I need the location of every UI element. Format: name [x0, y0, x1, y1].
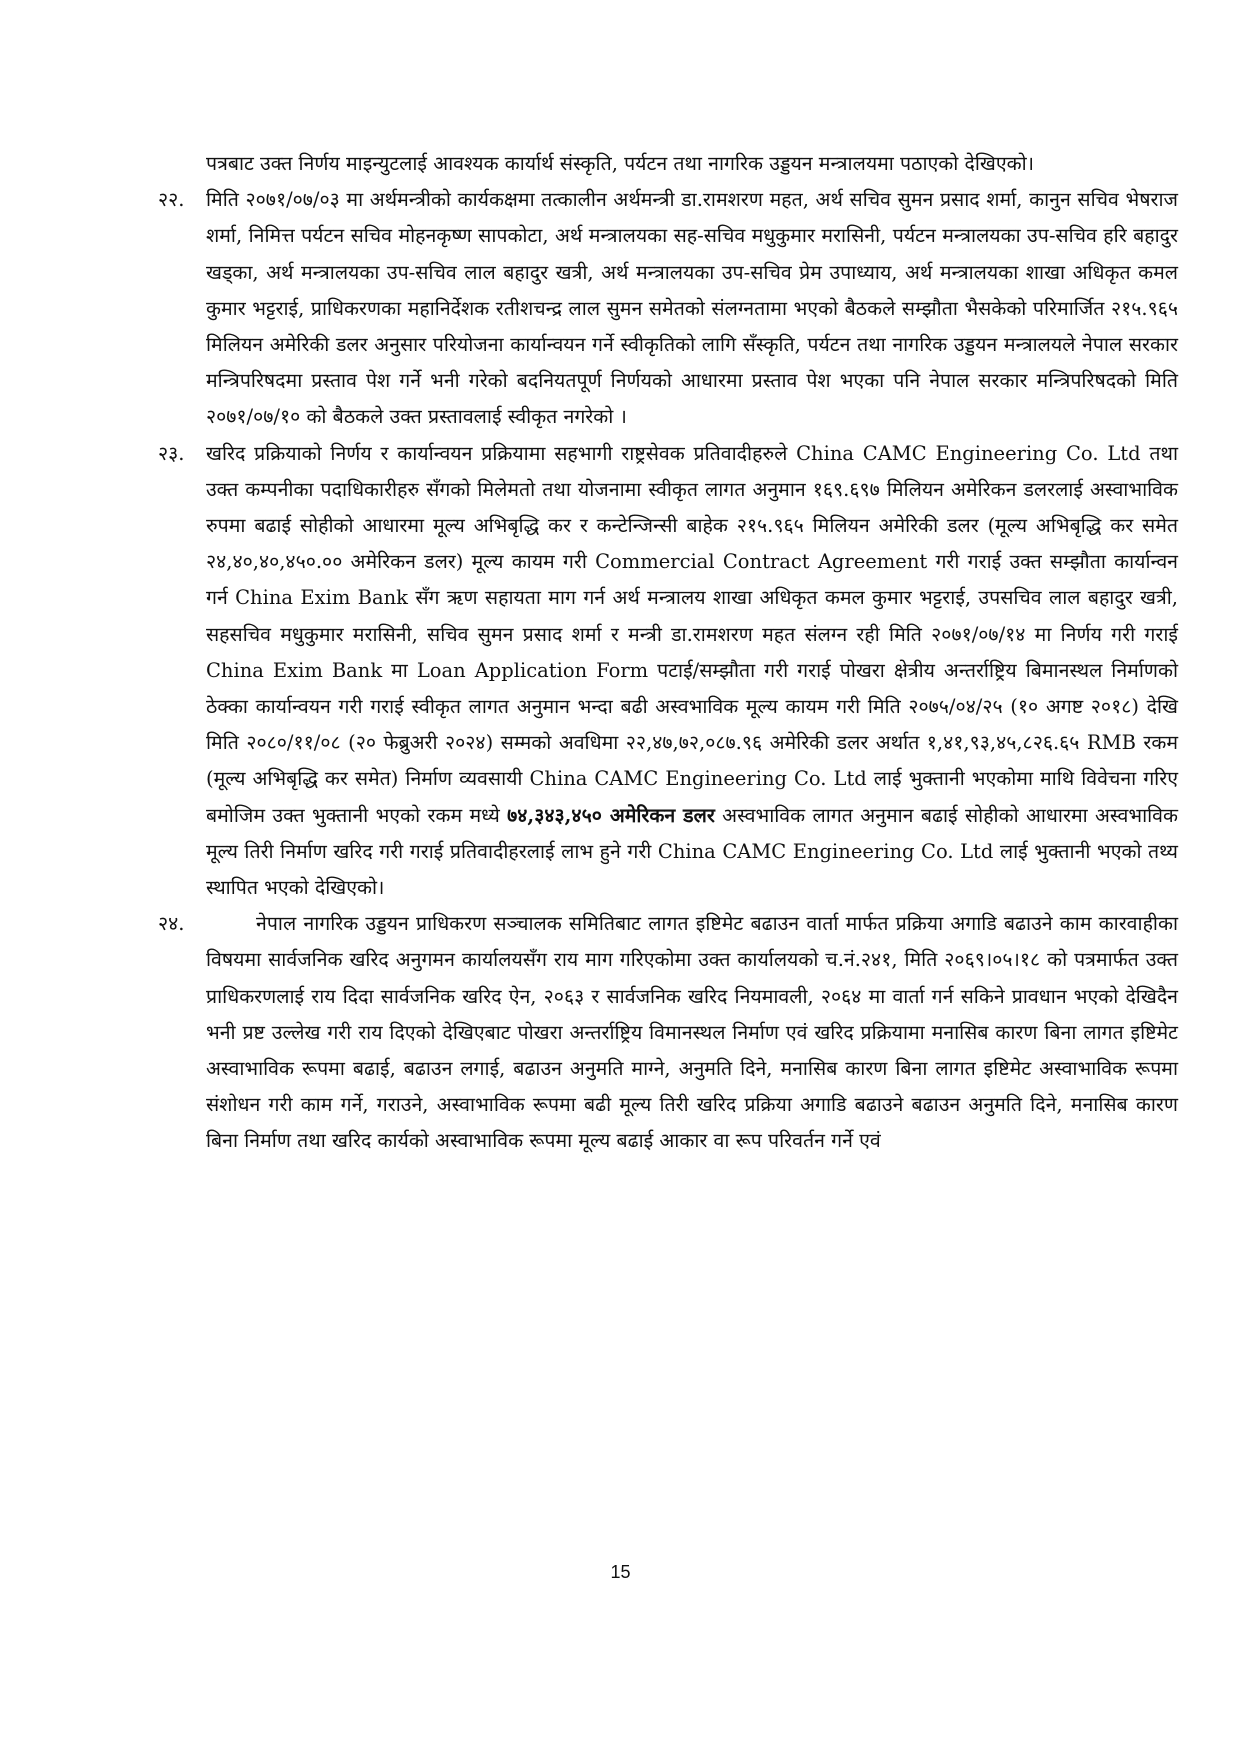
item-number: २३.: [158, 441, 185, 465]
item-text: मिति २०७१/०७/०३ मा अर्थमन्त्रीको कार्यकक्षमा तत्कालीन अर्थमन्त्री डा.रामशरण महत, अर्थ सचिव सुमन प्रसाद शर्मा, कानुन सचिव भेषराज शर्मा, निमित्त पर्यटन सचिव मोहनकृष्ण सापकोटा, अर्थ मन्त्रालयका सह-सचिव मधुकुमार मरासिनी, पर्यटन मन्त्रालयका उप-सचिव हरि बहादुर खड्का, अर्थ मन्त्रालयका उप-सचिव लाल बहादुर खत्री, अर्थ मन्त्रालयका उप-सचिव प्रेम उपाध्याय, अर्थ मन्त्रालयका शाखा अधिकृत कमल कुमार भट्टराई, प्राधिकरणका महानिर्देशक रतीशचन्द्र लाल सुमन समेतको संलग्नतामा भएको बैठकले सम्झौता भैसकेको परिमार्जित २१५.९६५ मिलियन अमेरिकी डलर अनुसार परियोजना कार्यान्वयन गर्ने स्वीकृतिको लागि सँस्कृति, पर्यटन तथा नागरिक उड्डयन मन्त्रालयले नेपाल सरकार मन्त्रिपरिषदमा प्रस्ताव पेश गर्ने भनी गरेको बदनियतपूर्ण निर्णयको आधारमा प्रस्ताव पेश भएका पनि नेपाल सरकार मन्त्रिपरिषदको मिति २०७१/०७/१० को बैठकले उक्त प्रस्तावलाई स्वीकृत नगरेको ।: [206, 188, 1178, 429]
item-text-part: अस्वभाविक लागत अनुमान बढाई सोहीको आधारमा अस्वभाविक मूल्य तिरी निर्माण खरिद गरी गराई प्रतिवादीहरलाई लाभ हुने गरी China CAMC Engineering Co. Ltd लाई भुक्तानी भएको तथ्य स्थापित भएको देखिएको।: [206, 803, 1178, 900]
item-number: २४.: [158, 912, 185, 936]
continuation-paragraph: पत्रबाट उक्त निर्णय माइन्युटलाई आवश्यक कार्यार्थ संस्कृति, पर्यटन तथा नागरिक उड्डयन मन्त्रालयमा पठाएको देखिएको।: [206, 152, 1035, 175]
item-text: [206, 906, 1178, 1159]
item-number: २२.: [158, 188, 185, 212]
item-text-part: खरिद प्रक्रियाको निर्णय र कार्यान्वयन प्रक्रियामा सहभागी राष्ट्रसेवक प्रतिवादीहरुले China CAMC Engineering Co. Ltd तथा उक्त कम्पनीका पदाधिकारीहरु सँगको मिलेमतो तथा योजनामा स्वीकृत लागत अनुमान १६९.६९७ मिलियन अमेरिकन डलरलाई अस्वाभाविक रुपमा बढाई सोहीको आधारमा मूल्य अभिबृद्धि कर र कन्टेन्जिन्सी बाहेक २१५.९६५ मिलियन अमेरिकी डलर (मूल्य अभिबृद्धि कर समेत २४,४०,४०,४५०.०० अमेरिकन डलर) मूल्य कायम गरी Commercial Contract Agreement गरी गराई उक्त सम्झौता कार्यान्वन गर्न China Exim Bank सँग ऋण सहायता माग गर्न अर्थ मन्त्रालय शाखा अधिकृत कमल कुमार भट्टराई, उपसचिव लाल बहादुर खत्री, सहसचिव मधुकुमार मरासिनी, सचिव सुमन प्रसाद शर्मा र मन्त्री डा.रामशरण महत संलग्न रही मिति २०७१/०७/१४ मा निर्णय गरी गराई China Exim Bank मा Loan Application Form पटाई/सम्झौता गरी गराई पोखरा क्षेत्रीय अन्तर्राष्ट्रिय बिमानस्थल निर्माणको ठेक्का कार्यान्वयन गरी गराई स्वीकृत लागत अनुमान भन्दा बढी अस्वभाविक मूल्य कायम गरी मिति २०७५/०४/२५ (१० अगष्ट २०१८) देखि मिति २०८०/११/०८ (२० फेब्रुअरी २०२४) सम्मको अवधिमा २२,४७,७२,०८७.९६ अमेरिकी डलर अर्थात १,४१,९३,४५,८२६.६५ RMB रकम (मूल्य अभिबृद्धि कर समेत) निर्माण व्यवसायी China CAMC Engineering Co. Ltd लाई भुक्तानी भएकोमा माथि विवेचना गरिए बमोजिम उक्त भुक्तानी भएको रकम मध्ये: [206, 441, 1178, 827]
item-text-part: नेपाल नागरिक उड्डयन प्राधिकरण सञ्चालक समितिबाट लागत इष्टिमेट बढाउन वार्ता मार्फत प्रक्रिया अगाडि बढाउने काम कारवाहीका विषयमा सार्वजनिक खरिद अनुगमन कार्यालयसँग राय माग गरिएकोमा उक्त कार्यालयको च.नं.२४१, मिति २०६९।०५।१८ को पत्रमार्फत उक्त प्राधिकरणलाई राय दिदा सार्वजनिक खरिद ऐन, २०६३ र सार्वजनिक खरिद नियमावली, २०६४ मा वार्ता गर्न सकिने प्रावधान भएको देखिदैन भनी प्रष्ट उल्लेख गरी राय दिएको देखिएबाट पोखरा अन्तर्राष्ट्रिय विमानस्थल निर्माण एवं खरिद प्रक्रियामा मनासिब कारण बिना लागत इष्टिमेट अस्वाभाविक रूपमा बढाई, बढाउन लगाई, बढाउन अनुमति माग्ने, अनुमति दिने, मनासिब कारण बिना लागत इष्टिमेट अस्वाभाविक रूपमा संशोधन गरी काम गर्ने, गराउने, अस्वाभाविक रूपमा बढी मूल्य तिरी खरिद प्रक्रिया अगाडि बढाउने बढाउन अनुमति दिने, मनासिब कारण बिना निर्माण तथा खरिद कार्यको अस्वाभाविक रूपमा मूल्य बढाई आकार वा रूप परिवर्तन गर्ने एवं: [206, 912, 1178, 1153]
list-item-24: [158, 906, 1178, 1159]
bold-amount: ७४,३४३,४५० अमेरिकन डलर: [507, 803, 715, 827]
page-number: 15: [610, 1562, 631, 1582]
item-text: [206, 436, 1178, 907]
document-body: [158, 146, 1178, 1160]
list-item-23: [158, 436, 1178, 907]
list-item-22: [158, 182, 1178, 435]
